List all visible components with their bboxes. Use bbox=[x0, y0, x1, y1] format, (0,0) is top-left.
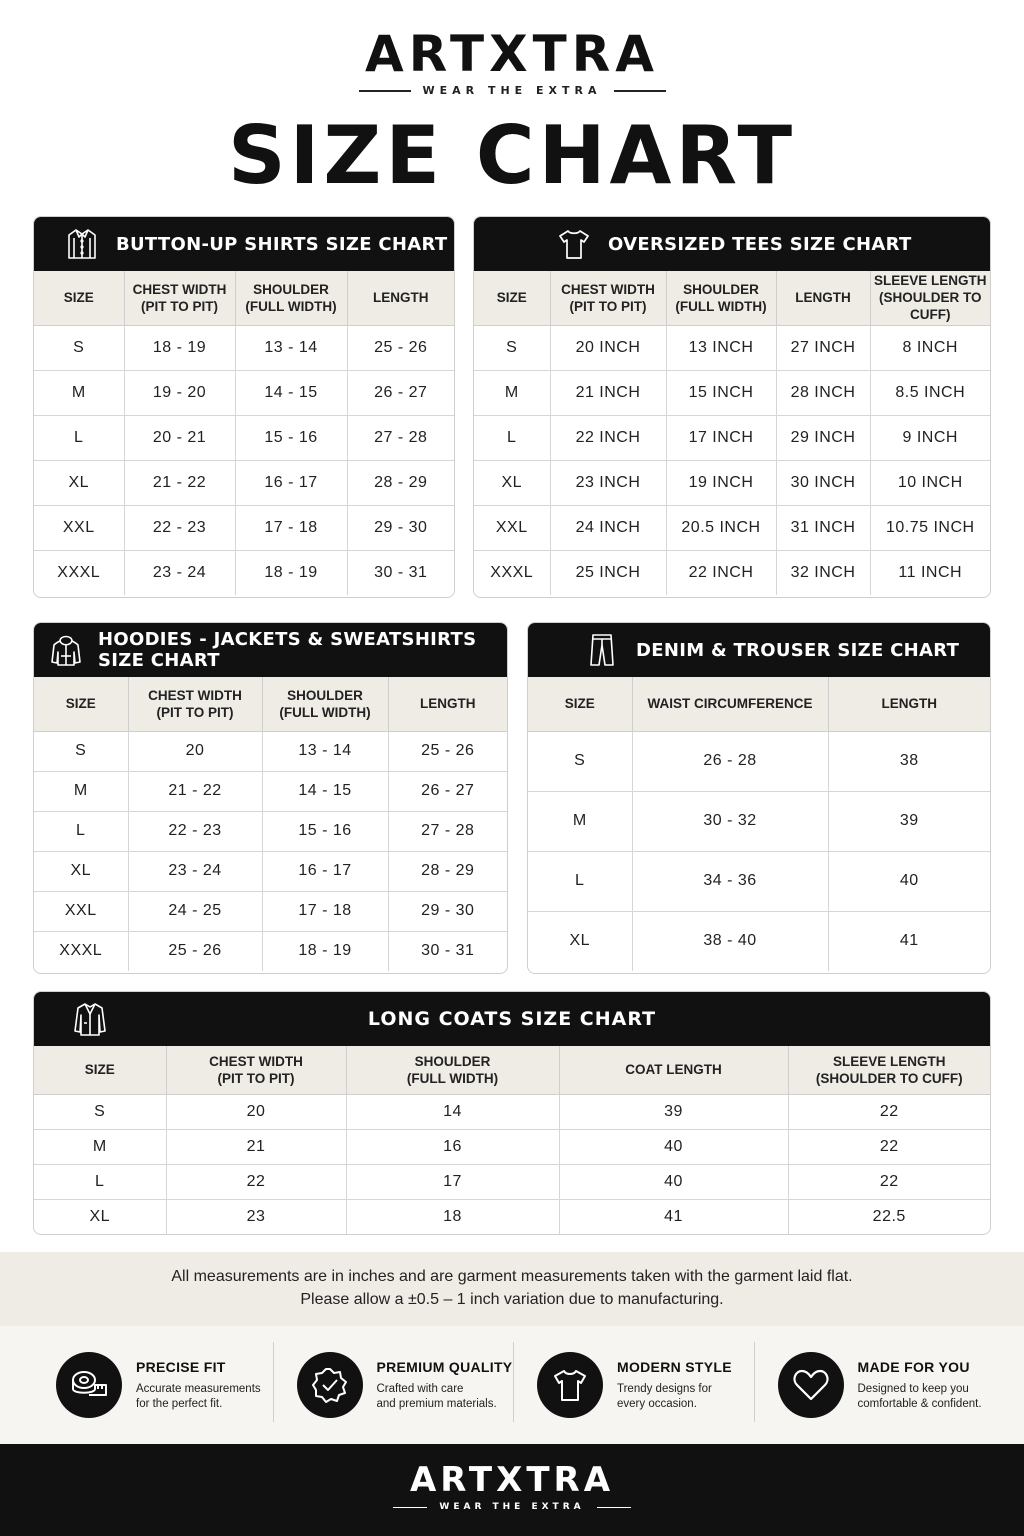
column-header: CHEST WIDTH (PIT TO PIT) bbox=[550, 271, 666, 325]
measurement-cell: 24 INCH bbox=[550, 505, 666, 550]
measurement-cell: 18 bbox=[346, 1199, 559, 1234]
measurement-cell: 14 - 15 bbox=[262, 771, 388, 811]
feature-title: MODERN STYLE bbox=[617, 1358, 732, 1375]
size-cell: M bbox=[528, 791, 632, 851]
column-header: LENGTH bbox=[388, 677, 507, 731]
quality-badge-icon bbox=[310, 1365, 350, 1405]
table-row bbox=[474, 505, 990, 550]
measurement-cell: 22 - 23 bbox=[128, 811, 262, 851]
table-row bbox=[34, 1199, 990, 1234]
measurement-cell: 20 INCH bbox=[550, 325, 666, 370]
table-row bbox=[34, 731, 507, 771]
column-header: COAT LENGTH bbox=[559, 1046, 788, 1094]
column-header: SIZE bbox=[34, 1046, 166, 1094]
measurement-cell: 10 INCH bbox=[870, 460, 990, 505]
measurement-cell: 21 - 22 bbox=[128, 771, 262, 811]
measurement-cell: 26 - 28 bbox=[632, 731, 828, 791]
measurement-cell: 16 - 17 bbox=[262, 851, 388, 891]
coat-icon bbox=[72, 1001, 108, 1037]
long-coats-title: LONG COATS SIZE CHART bbox=[367, 1008, 657, 1030]
column-header: LENGTH bbox=[347, 271, 454, 325]
measurement-notice bbox=[0, 1252, 1024, 1326]
measurement-cell: 16 bbox=[346, 1129, 559, 1164]
size-cell: M bbox=[34, 1129, 166, 1164]
measurement-cell: 8.5 INCH bbox=[870, 370, 990, 415]
column-header: SHOULDER (FULL WIDTH) bbox=[262, 677, 388, 731]
measurement-cell: 18 - 19 bbox=[235, 550, 347, 595]
size-cell: L bbox=[34, 1164, 166, 1199]
measurement-cell: 29 - 30 bbox=[347, 505, 454, 550]
measurement-cell: 28 INCH bbox=[776, 370, 870, 415]
table-row bbox=[34, 1094, 990, 1129]
feature-desc: Trendy designs for every occasion. bbox=[617, 1382, 712, 1410]
column-header: CHEST WIDTH (PIT TO PIT) bbox=[124, 271, 235, 325]
column-header: SLEEVE LENGTH (SHOULDER TO CUFF) bbox=[788, 1046, 990, 1094]
measurement-cell: 29 - 30 bbox=[388, 891, 507, 931]
measurement-cell: 10.75 INCH bbox=[870, 505, 990, 550]
tshirt-icon bbox=[556, 226, 592, 262]
size-cell: S bbox=[528, 731, 632, 791]
measurement-cell: 40 bbox=[559, 1164, 788, 1199]
size-cell: L bbox=[34, 415, 124, 460]
denim-trouser-panel bbox=[527, 622, 991, 974]
feature-title: PREMIUM QUALITY bbox=[376, 1358, 513, 1375]
column-header: SHOULDER (FULL WIDTH) bbox=[235, 271, 347, 325]
column-header: CHEST WIDTH (PIT TO PIT) bbox=[166, 1046, 346, 1094]
table-row bbox=[34, 811, 507, 851]
measurement-cell: 30 INCH bbox=[776, 460, 870, 505]
table-row bbox=[34, 505, 454, 550]
hoodies-size-table bbox=[34, 677, 507, 971]
footer bbox=[0, 1444, 1024, 1536]
feature-made-for-you bbox=[754, 1352, 995, 1418]
size-cell: M bbox=[474, 370, 550, 415]
size-cell: S bbox=[34, 325, 124, 370]
column-header: LENGTH bbox=[776, 271, 870, 325]
measurement-cell: 26 - 27 bbox=[347, 370, 454, 415]
notice-line-2: Please allow a ±0.5 – 1 inch variation due to manufacturing. bbox=[300, 1291, 724, 1308]
table-row bbox=[528, 911, 990, 971]
size-cell: S bbox=[34, 1094, 166, 1129]
measurement-cell: 17 - 18 bbox=[235, 505, 347, 550]
size-cell: XXL bbox=[34, 505, 124, 550]
measurement-cell: 29 INCH bbox=[776, 415, 870, 460]
measurement-cell: 23 INCH bbox=[550, 460, 666, 505]
measurement-cell: 41 bbox=[899, 932, 919, 950]
size-cell: M bbox=[34, 370, 124, 415]
measurement-cell: 39 bbox=[828, 791, 990, 851]
measurement-cell: 23 bbox=[166, 1199, 346, 1234]
measurement-cell: 22 bbox=[788, 1094, 990, 1129]
measurement-cell: 38 bbox=[828, 731, 990, 791]
feature-title: PRECISE FIT bbox=[136, 1358, 226, 1375]
measurement-cell: 13 - 14 bbox=[262, 731, 388, 771]
measurement-cell: 38 - 40 bbox=[632, 911, 828, 971]
measurement-cell: 18 - 19 bbox=[262, 931, 388, 971]
denim-size-table bbox=[528, 677, 990, 971]
hoodie-icon bbox=[48, 632, 84, 668]
measurement-cell: 20.5 INCH bbox=[666, 505, 776, 550]
size-cell: XXXL bbox=[34, 931, 128, 971]
long-coats-size-table bbox=[34, 1046, 990, 1234]
hoodies-title: HOODIES - JACKETS & SWEATSHIRTS SIZE CHART bbox=[98, 629, 477, 671]
oversized-tees-size-table bbox=[474, 271, 990, 595]
table-row bbox=[34, 771, 507, 811]
measurement-cell: 11 INCH bbox=[898, 563, 963, 581]
measurement-cell: 16 - 17 bbox=[235, 460, 347, 505]
measurement-cell: 24 - 25 bbox=[128, 891, 262, 931]
page-title: SIZE CHART bbox=[227, 109, 797, 202]
brand-logo: ARTXTRA bbox=[365, 25, 659, 83]
size-cell: S bbox=[474, 325, 550, 370]
measurement-cell: 31 INCH bbox=[776, 505, 870, 550]
measurement-cell: 22 INCH bbox=[550, 415, 666, 460]
oversized-tees-panel bbox=[473, 216, 991, 598]
measurement-cell: 25 - 26 bbox=[388, 731, 507, 771]
column-header: SHOULDER (FULL WIDTH) bbox=[346, 1046, 559, 1094]
features-strip bbox=[0, 1326, 1024, 1444]
measurement-cell: 28 - 29 bbox=[388, 851, 507, 891]
feature-modern-style bbox=[513, 1352, 754, 1418]
jeans-icon bbox=[584, 632, 620, 668]
measurement-cell: 26 - 27 bbox=[388, 771, 507, 811]
measurement-cell: 21 INCH bbox=[550, 370, 666, 415]
measurement-cell: 13 INCH bbox=[666, 325, 776, 370]
hoodies-panel bbox=[33, 622, 508, 974]
measurement-cell: 34 - 36 bbox=[632, 851, 828, 911]
table-row bbox=[34, 1129, 990, 1164]
table-row bbox=[474, 550, 990, 595]
column-header: WAIST CIRCUMFERENCE bbox=[632, 677, 828, 731]
measurement-cell: 17 INCH bbox=[666, 415, 776, 460]
size-cell: XL bbox=[34, 460, 124, 505]
measurement-cell: 39 bbox=[559, 1094, 788, 1129]
column-header: SIZE bbox=[474, 271, 550, 325]
measurement-cell: 9 INCH bbox=[870, 415, 990, 460]
measurement-cell: 40 bbox=[828, 851, 990, 911]
measurement-cell: 21 - 22 bbox=[124, 460, 235, 505]
measurement-cell: 30 - 31 bbox=[421, 942, 475, 960]
table-row bbox=[34, 415, 454, 460]
measurement-cell: 8 INCH bbox=[870, 325, 990, 370]
column-header: SIZE bbox=[34, 677, 128, 731]
measurement-cell: 22 - 23 bbox=[124, 505, 235, 550]
measurement-cell: 27 - 28 bbox=[347, 415, 454, 460]
table-row bbox=[474, 325, 990, 370]
table-row bbox=[474, 415, 990, 460]
feature-title: MADE FOR YOU bbox=[857, 1358, 970, 1375]
measurement-cell: 30 - 32 bbox=[632, 791, 828, 851]
measurement-cell: 17 bbox=[346, 1164, 559, 1199]
measurement-cell: 22 INCH bbox=[666, 550, 776, 595]
feature-precise-fit bbox=[30, 1352, 273, 1418]
footer-tagline: WEAR THE EXTRA bbox=[439, 1502, 585, 1512]
table-row bbox=[34, 460, 454, 505]
table-row bbox=[34, 851, 507, 891]
table-row bbox=[34, 931, 507, 971]
size-cell: L bbox=[528, 851, 632, 911]
measurement-cell: 27 - 28 bbox=[388, 811, 507, 851]
measurement-cell: 22 bbox=[788, 1164, 990, 1199]
table-row bbox=[34, 1164, 990, 1199]
table-row bbox=[528, 731, 990, 791]
measurement-cell: 15 - 16 bbox=[262, 811, 388, 851]
measurement-cell: 15 - 16 bbox=[235, 415, 347, 460]
measurement-cell: 19 INCH bbox=[666, 460, 776, 505]
measurement-cell: 20 bbox=[166, 1094, 346, 1129]
feature-premium-quality bbox=[273, 1352, 514, 1418]
measurement-cell: 17 - 18 bbox=[262, 891, 388, 931]
feature-desc: Crafted with care and premium materials. bbox=[376, 1382, 497, 1410]
size-cell: XL bbox=[528, 911, 632, 971]
table-row bbox=[34, 550, 454, 595]
measurement-cell: 32 INCH bbox=[776, 550, 870, 595]
denim-title: DENIM & TROUSER SIZE CHART bbox=[636, 639, 960, 661]
measurement-cell: 15 INCH bbox=[666, 370, 776, 415]
size-cell: XXL bbox=[474, 505, 550, 550]
measurement-cell: 25 - 26 bbox=[347, 325, 454, 370]
measurement-cell: 18 - 19 bbox=[124, 325, 235, 370]
column-header: CHEST WIDTH (PIT TO PIT) bbox=[128, 677, 262, 731]
measurement-cell: 13 - 14 bbox=[235, 325, 347, 370]
column-header: SIZE bbox=[528, 677, 632, 731]
size-cell: XXXL bbox=[474, 550, 550, 595]
notice-line-1: All measurements are in inches and are garment measurements taken with the garment laid flat. bbox=[171, 1268, 853, 1285]
measurement-cell: 22 bbox=[166, 1164, 346, 1199]
button-up-title: BUTTON-UP SHIRTS SIZE CHART bbox=[116, 233, 448, 255]
measurement-cell: 20 - 21 bbox=[124, 415, 235, 460]
table-row bbox=[528, 851, 990, 911]
feature-desc: Designed to keep you comfortable & confident. bbox=[857, 1382, 982, 1410]
size-cell: M bbox=[34, 771, 128, 811]
table-row bbox=[474, 370, 990, 415]
brand-header bbox=[0, 26, 1024, 97]
brand-tagline: WEAR THE EXTRA bbox=[422, 84, 602, 97]
column-header: SIZE bbox=[34, 271, 124, 325]
long-coats-panel bbox=[33, 991, 991, 1235]
tshirt-icon bbox=[550, 1365, 590, 1405]
measurement-cell: 27 INCH bbox=[776, 325, 870, 370]
oversized-tees-title: OVERSIZED TEES SIZE CHART bbox=[608, 233, 912, 255]
measurement-cell: 19 - 20 bbox=[124, 370, 235, 415]
feature-desc: Accurate measurements for the perfect fit. bbox=[136, 1382, 261, 1410]
column-header: SLEEVE LENGTH (SHOULDER TO CUFF) bbox=[870, 271, 990, 325]
table-row bbox=[34, 891, 507, 931]
measurement-cell: 23 - 24 bbox=[124, 550, 235, 595]
size-cell: XL bbox=[34, 1199, 166, 1234]
measurement-cell: 28 - 29 bbox=[347, 460, 454, 505]
table-row bbox=[474, 460, 990, 505]
table-row bbox=[34, 370, 454, 415]
size-cell: XL bbox=[34, 851, 128, 891]
measurement-cell: 30 - 31 bbox=[374, 563, 428, 581]
measurement-cell: 40 bbox=[559, 1129, 788, 1164]
heart-icon bbox=[791, 1365, 831, 1405]
measurement-cell: 14 - 15 bbox=[235, 370, 347, 415]
measurement-cell: 25 - 26 bbox=[128, 931, 262, 971]
size-cell: L bbox=[474, 415, 550, 460]
measurement-cell: 14 bbox=[346, 1094, 559, 1129]
size-cell: XXXL bbox=[34, 550, 124, 595]
column-header: LENGTH bbox=[828, 677, 990, 731]
table-row bbox=[34, 325, 454, 370]
tape-measure-icon bbox=[69, 1365, 109, 1405]
measurement-cell: 23 - 24 bbox=[128, 851, 262, 891]
measurement-cell: 20 bbox=[128, 731, 262, 771]
column-header: SHOULDER (FULL WIDTH) bbox=[666, 271, 776, 325]
size-cell: XL bbox=[474, 460, 550, 505]
table-row bbox=[528, 791, 990, 851]
measurement-cell: 21 bbox=[166, 1129, 346, 1164]
size-cell: XXL bbox=[34, 891, 128, 931]
footer-brand-logo: ARTXTRA bbox=[409, 1460, 615, 1500]
button-up-shirts-panel bbox=[33, 216, 455, 598]
size-cell: L bbox=[34, 811, 128, 851]
size-cell: S bbox=[34, 731, 128, 771]
measurement-cell: 22.5 bbox=[872, 1207, 906, 1225]
measurement-cell: 25 INCH bbox=[550, 550, 666, 595]
button-up-size-table bbox=[34, 271, 454, 595]
measurement-cell: 41 bbox=[559, 1199, 788, 1234]
shirt-icon bbox=[64, 226, 100, 262]
measurement-cell: 22 bbox=[788, 1129, 990, 1164]
